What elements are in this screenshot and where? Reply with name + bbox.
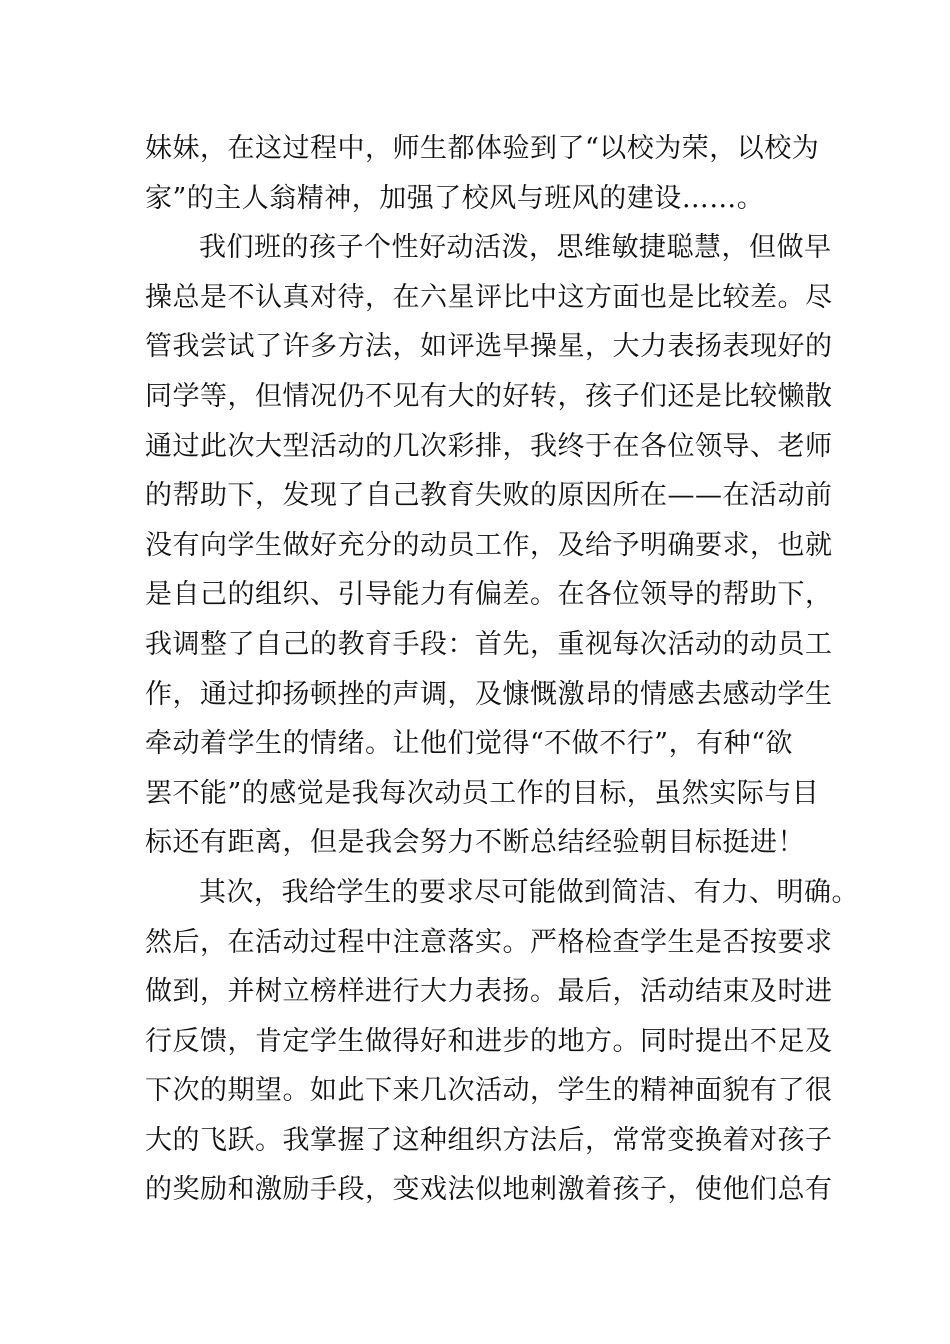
text-line: 然后，在活动过程中注意落实。严格检查学生是否按要求 (145, 926, 833, 958)
document-body (145, 124, 865, 1215)
text-line: 同学等，但情况仍不见有大的好转，孩子们还是比较懒散 (145, 380, 833, 412)
paragraph-2 (145, 223, 865, 868)
paragraph-1 (145, 124, 865, 223)
text-line: 牵动着学生的情绪。让他们觉得“不做不行”，有种“欲 (145, 728, 793, 760)
text-line: 做到，并树立榜样进行大力表扬。最后，活动结束及时进 (145, 976, 833, 1008)
text-line: 操总是不认真对待，在六星评比中这方面也是比较差。尽 (145, 281, 833, 313)
text-line: 管我尝试了许多方法，如评选早操星，大力表扬表现好的 (145, 331, 833, 363)
text-line: 的帮助下，发现了自己教育失败的原因所在——在活动前 (145, 480, 833, 512)
text-line: 家”的主人翁精神，加强了校风与班风的建设……。 (145, 182, 765, 214)
text-line: 罢不能”的感觉是我每次动员工作的目标，虽然实际与目 (145, 777, 820, 809)
text-line: 作，通过抑扬顿挫的声调，及慷慨激昂的情感去感动学生 (145, 678, 833, 710)
paragraph-3 (145, 868, 865, 1215)
text-line: 行反馈，肯定学生做得好和进步的地方。同时提出不足及 (145, 1025, 833, 1057)
text-line: 的奖励和激励手段，变戏法似地刺激着孩子，使他们总有 (145, 1174, 833, 1206)
text-line: 标还有距离，但是我会努力不断总结经验朝目标挺进！ (145, 827, 805, 859)
text-line-first: 其次，我给学生的要求尽可能做到简洁、有力、明确。 (199, 876, 859, 908)
text-line: 通过此次大型活动的几次彩排，我终于在各位领导、老师 (145, 430, 833, 462)
text-line: 妹妹，在这过程中，师生都体验到了“以校为荣，以校为 (145, 133, 820, 164)
text-line: 我调整了自己的教育手段：首先，重视每次活动的动员工 (145, 628, 833, 660)
text-line: 大的飞跃。我掌握了这种组织方法后，常常变换着对孩子 (145, 1124, 833, 1156)
text-line: 没有向学生做好充分的动员工作，及给予明确要求，也就 (145, 529, 833, 561)
text-line: 下次的期望。如此下来几次活动，学生的精神面貌有了很 (145, 1075, 833, 1107)
text-line: 是自己的组织、引导能力有偏差。在各位领导的帮助下， (145, 579, 833, 611)
text-line-first: 我们班的孩子个性好动活泼，思维敏捷聪慧，但做早 (199, 232, 832, 264)
